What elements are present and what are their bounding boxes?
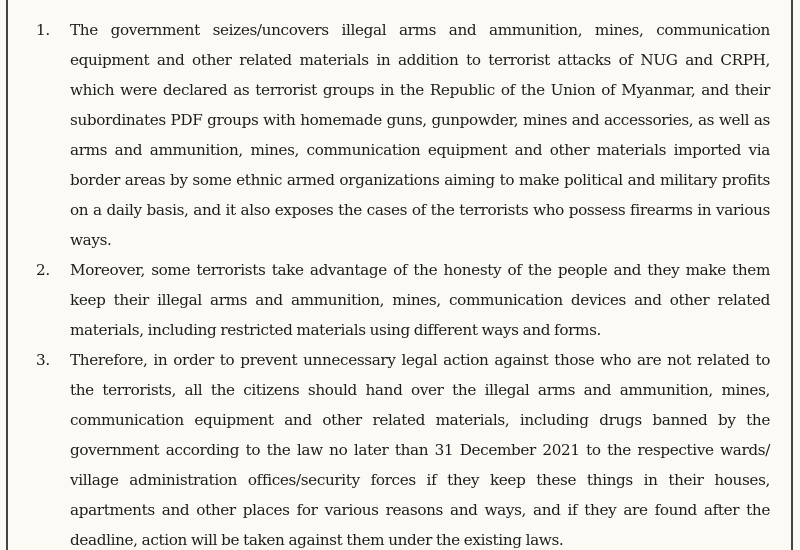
numbered-list xyxy=(0,15,800,550)
list-item-number: 1. xyxy=(36,21,50,39)
list-item-number: 3. xyxy=(36,351,50,369)
list-item xyxy=(0,15,800,255)
list-item-number: 2. xyxy=(36,261,50,279)
list-item-text: Therefore, in order to prevent unnecessary legal action against those who are not related to the terrorists, all the citizens should hand over the illegal arms and ammunition, mines, communication equipment and other related materials, including drugs banned by the government according to the law no later than 31 December 2021 to the respective wards/ village administration offices/security forces if they keep these things in their houses, apartments and other places for various reasons and ways, and if they are found after the deadline, action will be taken against them under the existing laws. xyxy=(70,351,770,549)
list-item-text: The government seizes/uncovers illegal arms and ammunition, mines, communication equipment and other related materials in addition to terrorist attacks of NUG and CRPH, which were declared as terrorist groups in the Republic of the Union of Myanmar, and their subordinates PDF groups with homemade guns, gunpowder, mines and accessories, as well as arms and ammunition, mines, communication equipment and other materials imported via border areas by some ethnic armed organizations aiming to make political and military profits on a daily basis, and it also exposes the cases of the terrorists who possess firearms in various ways. xyxy=(70,21,770,249)
list-item xyxy=(0,255,800,345)
list-item-text: Moreover, some terrorists take advantage of the honesty of the people and they make them keep their illegal arms and ammunition, mines, communication devices and other related materials, including restricted materials using different ways and forms. xyxy=(70,261,770,339)
list-item xyxy=(0,345,800,550)
